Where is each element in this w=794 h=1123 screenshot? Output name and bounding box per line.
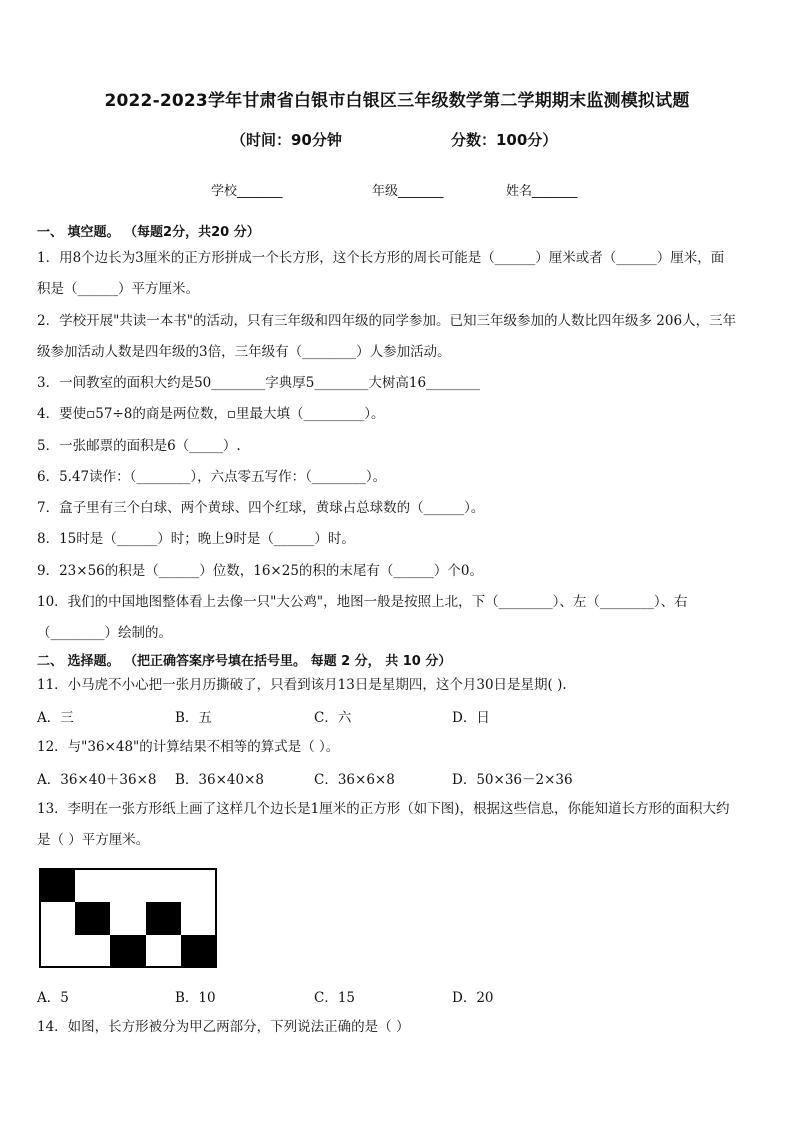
time-label: （时间：90分钟 [231, 131, 342, 149]
school-field[interactable]: 学校_______ [211, 184, 283, 199]
question-4: 4．要使▫57÷8的商是两位数，▫里最大填（_________）。 [37, 406, 385, 422]
question-2-line1: 2．学校开展"共读一本书"的活动，只有三年级和四年级的同学参加。已知三年级参加的人数比四年级多 206人，三年 [37, 313, 737, 329]
q12-option-c: C．36×6×8 [314, 772, 395, 788]
question-11: 11．小马虎不小心把一张月历撕破了，只看到该月13日是星期四，这个月30日是星期( ). [37, 677, 567, 693]
q12-option-b: B．36×40×8 [175, 772, 264, 788]
q13-option-b: B．10 [175, 990, 216, 1006]
question-14: 14．如图，长方形被分为甲乙两部分，下列说法正确的是（ ） [37, 1019, 410, 1035]
question-8: 8．15时是（______）时；晚上9时是（______）时。 [37, 531, 355, 547]
grade-field[interactable]: 年级_______ [372, 184, 444, 199]
question-2-line2: 级参加活动人数是四年级的3倍，三年级有（________）人参加活动。 [37, 344, 451, 360]
page-title: 2022-2023学年甘肃省白银市白银区三年级数学第二学期期末监测模拟试题 [104, 91, 690, 111]
q13-option-d: D．20 [452, 990, 494, 1006]
q11-option-c: C．六 [314, 710, 352, 726]
question-9: 9．23×56的积是（______）位数，16×25的积的末尾有（______）个0。 [37, 563, 484, 579]
question-5: 5．一张邮票的面积是6（_____）. [37, 438, 241, 454]
question-13-line2: 是（ ）平方厘米。 [37, 832, 150, 848]
section-multiple-choice: 二、 选择题。 （把正确答案序号填在括号里。 每题 2 分， 共 10 分） [37, 654, 452, 669]
score-label: 分数：100分） [451, 131, 558, 149]
q13-option-a: A．5 [37, 990, 69, 1006]
question-6: 6．5.47读作：（________），六点零五写作：（________）。 [37, 469, 387, 485]
q12-option-d: D．50×36－2×36 [452, 772, 573, 788]
name-field[interactable]: 姓名_______ [506, 184, 578, 199]
black-square [146, 902, 181, 935]
black-square [75, 902, 110, 935]
question-10-line1: 10．我们的中国地图整体看上去像一只"大公鸡"，地图一般是按照上北，下（________）、左（________）、右 [37, 594, 688, 610]
rectangle-squares-figure [39, 868, 217, 968]
q11-option-b: B．五 [175, 710, 212, 726]
q13-option-c: C．15 [314, 990, 356, 1006]
question-13-line1: 13．李明在一张方形纸上画了这样几个边长是1厘米的正方形（如下图)，根据这些信息，你能知道长方形的面积大约 [37, 801, 730, 817]
question-7: 7．盒子里有三个白球、两个黄球、四个红球，黄球占总球数的（______）。 [37, 500, 485, 516]
black-square [110, 935, 146, 967]
q11-option-a: A．三 [37, 710, 74, 726]
question-3: 3．一间教室的面积大约是50________字典厚5________大树高16________ [37, 375, 481, 391]
question-1-line2: 积是（______）平方厘米。 [37, 281, 199, 297]
q12-option-a: A．36×40＋36×8 [37, 772, 157, 788]
question-1-line1: 1．用8个边长为3厘米的正方形拼成一个长方形，这个长方形的周长可能是（______）厘米或者（______）厘米，面 [37, 250, 725, 266]
black-square [181, 935, 216, 967]
q11-option-d: D．日 [452, 710, 490, 726]
question-10-line2: （________）绘制的。 [37, 625, 172, 641]
question-12: 12．与"36×48"的计算结果不相等的算式是（ ）。 [37, 739, 340, 755]
section-fill-in: 一、 填空题。 （每题2分，共20 分） [37, 225, 260, 240]
black-square [40, 869, 75, 902]
